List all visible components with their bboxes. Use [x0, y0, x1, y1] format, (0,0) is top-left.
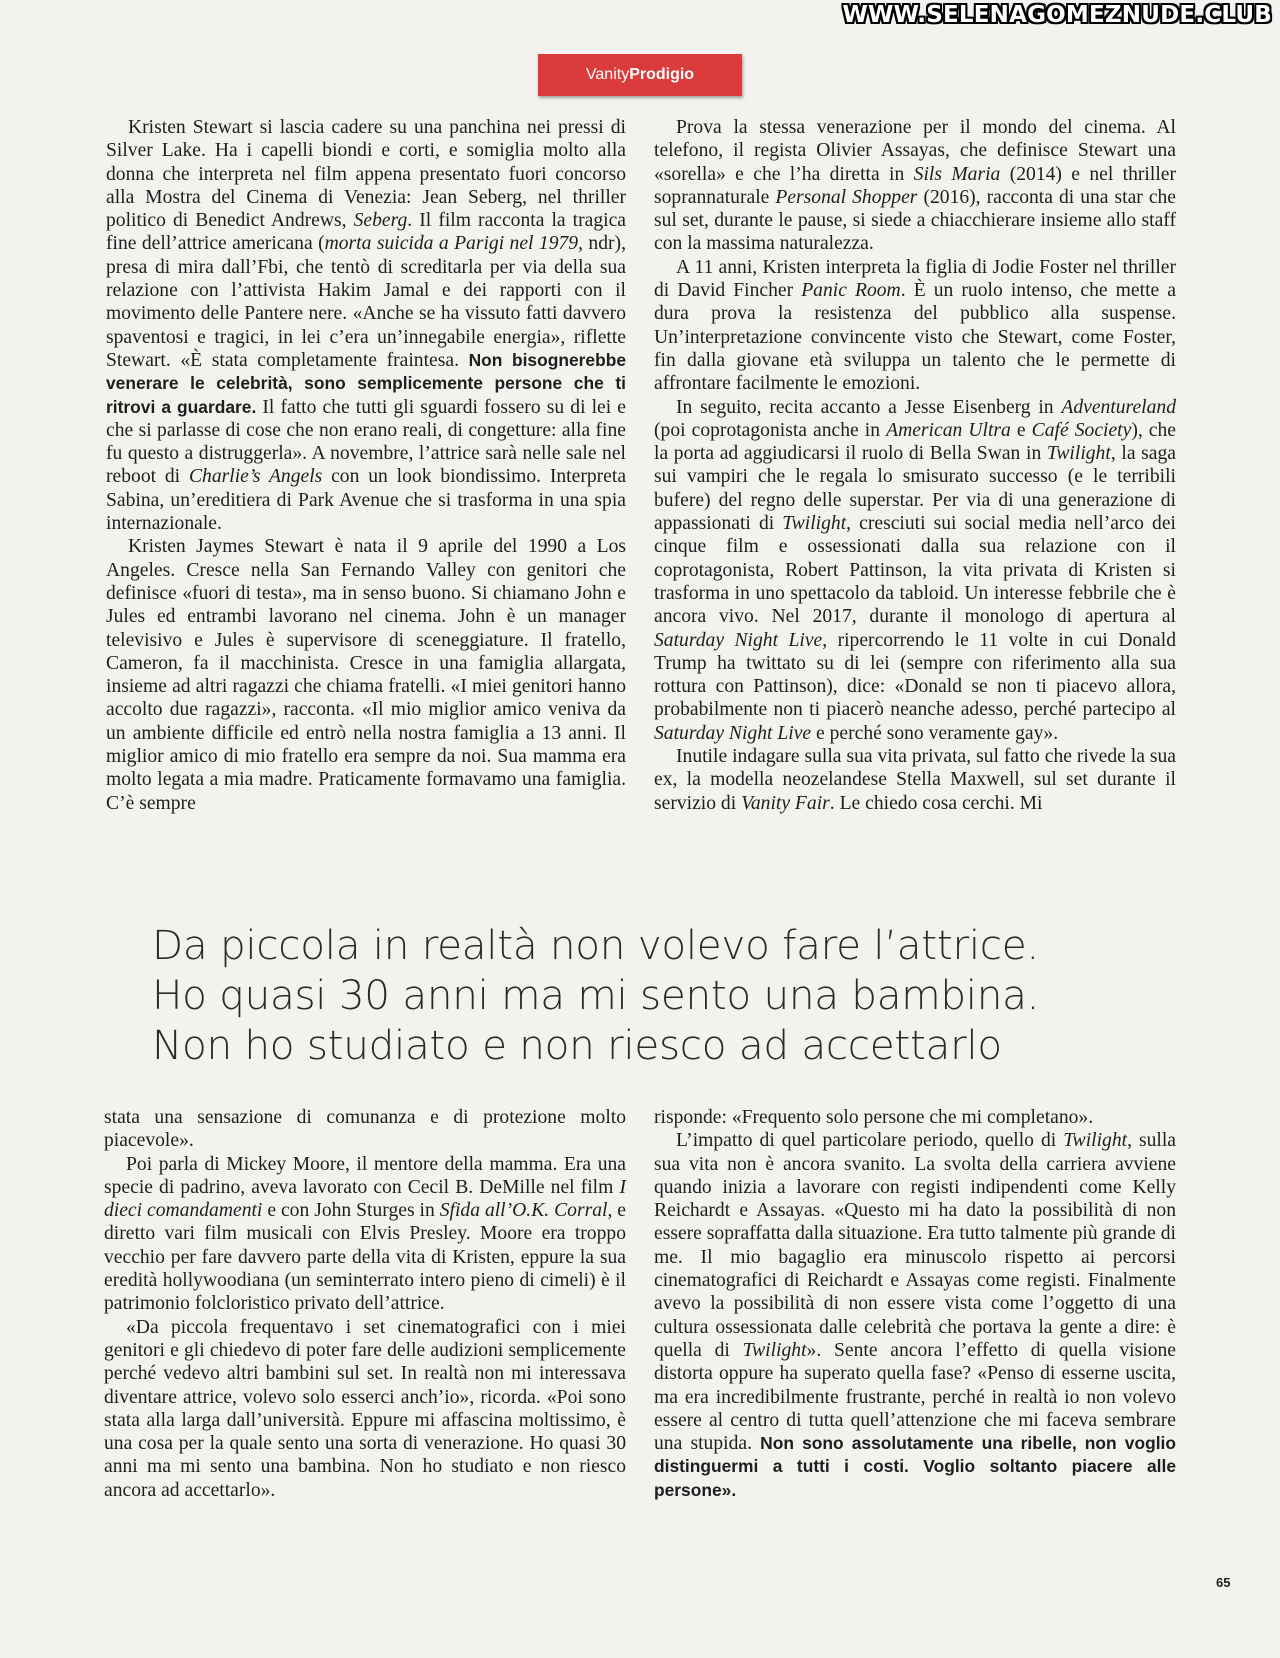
- paragraph: Kristen Jaymes Stewart è nata il 9 aprile del 1990 a Los Angeles. Cresce nella San Fernando Valley con genitori che definisce «fuori di testa», ma in senso buono. Si chiamano John e Jules ed entrambi lavorano nel cinema. John è un manager televisivo e Jules è supervisore di sceneggiature. Il fratello, Cameron, fa il macchinista. Cresce in una famiglia allargata, insieme ad altri ragazzi che chiama fratelli. «I miei genitori hanno accolto due ragazzi», racconta. «Il mio miglior amico veniva da un ambiente difficile ed entrò nella nostra famiglia a 13 anni. Il miglior amico di mio fratello era sempre da noi. Sua mamma era molto legata a mia madre. Praticamente formavamo una famiglia. C’è sempre: [106, 536, 626, 814]
- paragraph: A 11 anni, Kristen interpreta la figlia di Jodie Foster nel thriller di David Fincher Panic Room. È un ruolo intenso, che mette a dura prova la resistenza del pubblico alla suspense. Un’interpretazione convincente visto che Stewart, come Foster, fin dalla giovane età sviluppa un talento che le permette di affrontare facilmente le emozioni.: [654, 256, 1176, 395]
- pull-quote-line: Non ho studiato e non riesco ad accettarlo: [152, 1021, 1002, 1069]
- paragraph: «Da piccola frequentavo i set cinematografici con i miei genitori e gli chiedevo di poter fare delle audizioni semplicemente perché vedevo altri bambini sul set. In realtà non mi interessava diventare attrice, volevo solo esserci anch’io», ricorda. «Poi sono stata alla larga dall’università. Eppure mi affascina moltissimo, è una cosa per la quale sento una sorta di venerazione. Ho quasi 30 anni ma mi sento una bambina. Non ho studiato e non riesco ancora ad accettarlo».: [104, 1316, 626, 1501]
- pull-quote: [152, 920, 1232, 1070]
- highlight-quote: Non bisognerebbe venerare le celebrità, sono semplicemente persone che ti ritrovi a guardare.: [106, 349, 626, 417]
- section-tag: [538, 54, 742, 96]
- highlight-quote: Non sono assolutamente una ribelle, non voglio distinguermi a tutti i costi. Voglio soltanto piacere alle persone».: [654, 1433, 1176, 1500]
- paragraph: L’impatto di quel particolare periodo, quello di Twilight, sulla sua vita non è ancora svanito. La svolta della carriera avviene quando inizia a lavorare con registi indipendenti come Kelly Reichardt e Assayas. «Questo mi ha dato la possibilità di non essere sopraffatta dalla situazione. Era tutto talmente più grande di me. Il mio bagaglio era minuscolo rispetto ai percorsi cinematografici di Reichardt e Assayas come registi. Finalmente avevo la possibilità di non essere vista come l’oggetto di una cultura ossessionata dalle celebrità che portava la gente a dire: è quella di Twilight». Sente ancora l’effetto di quella visione distorta oppure ha superato quella fase? «Penso di esserne uscita, ma era incredibilmente frustrante, perché in realtà io non volevo essere al centro di tutta quell’attenzione che mi faceva sembrare una stupida. Non sono assolutamente una ribelle, non voglio distinguermi a tutti i costi. Voglio soltanto piacere alle persone».: [654, 1130, 1176, 1500]
- article-column-1: [106, 116, 626, 815]
- paragraph: Kristen Stewart si lascia cadere su una panchina nei pressi di Silver Lake. Ha i capelli biondi e corti, e somiglia molto alla donna che interpreta nel film appena presentato fuori concorso alla Mostra del Cinema di Venezia: Jean Seberg, nel thriller politico di Benedict Andrews, Seberg. Il film racconta la tragica fine dell’attrice americana (morta suicida a Parigi nel 1979, ndr), presa di mira dall’Fbi, che tentò di screditarla per via della sua relazione con l’attivista Hakim Jamal e dei rapporti con il movimento delle Pantere nere. «Anche se ha vissuto fatti davvero spaventosi e tragici, in lei c’era un’innegabile energia», riflette Stewart. «È stata completamente fraintesa. Non bisognerebbe venerare le celebrità, sono semplicemente persone che ti ritrovi a guardare. Il fatto che tutti gli sguardi fossero su di lei e che si parlasse di cose che non erano reali, di congetture: alla fine fu questo a distruggerla». A novembre, l’attrice sarà nelle sale nel reboot di Charlie’s Angels con un look biondissimo. Interpreta Sabina, un’ereditiera di Park Avenue che si trasforma in una spia internazionale.: [106, 117, 627, 535]
- article-column-4: [654, 1106, 1176, 1502]
- page-number: 65: [1216, 1575, 1231, 1590]
- paragraph: Inutile indagare sulla sua vita privata, sul fatto che rivede la sua ex, la modella neozelandese Stella Maxwell, sul set durante il servizio di Vanity Fair. Le chiedo cosa cerchi. Mi: [654, 746, 1176, 814]
- pull-quote-line: Ho quasi 30 anni ma mi sento una bambina.: [152, 971, 1040, 1019]
- article-column-3: [104, 1106, 626, 1502]
- paragraph: Prova la stessa venerazione per il mondo del cinema. Al telefono, il regista Olivier Assayas, che definisce Stewart una «sorella» e che l’ha diretta in Sils Maria (2014) e nel thriller soprannaturale Personal Shopper (2016), racconta di una star che sul set, durante le pause, si siede a chiacchierare insieme allo staff con la massima naturalezza.: [654, 117, 1177, 255]
- watermark: WWW.SELENAGOMEZNUDE.CLUB: [842, 2, 1272, 28]
- paragraph: stata una sensazione di comunanza e di protezione molto piacevole».: [104, 1107, 626, 1152]
- section-tag-light: Vanity: [585, 66, 630, 83]
- paragraph: risponde: «Frequento solo persone che mi completano».: [654, 1107, 1094, 1128]
- section-tag-bold: Prodigio: [629, 66, 695, 83]
- paragraph: Poi parla di Mickey Moore, il mentore della mamma. Era una specie di padrino, aveva lavorato con Cecil B. DeMille nel film I dieci comandamenti e con John Sturges in Sfida all’O.K. Corral, e diretto vari film musicali con Elvis Presley. Moore era troppo vecchio per fare davvero parte della vita di Kristen, eppure la sua eredità hollywoodiana (un seminterrato intero pieno di cimeli) è il patrimonio folcloristico privato dell’attrice.: [104, 1153, 627, 1315]
- paragraph: In seguito, recita accanto a Jesse Eisenberg in Adventureland (poi coprotagonista anche in American Ultra e Café Society), che la porta ad aggiudicarsi il ruolo di Bella Swan in Twilight, la saga sui vampiri che le regala lo smisurato successo (e le terribili bufere) del regno delle superstar. Per via di una generazione di appassionati di Twilight, cresciuti sui social media nell’arco dei cinque film e ossessionati dalla sua relazione con il coprotagonista, Robert Pattinson, la vita privata di Kristen si trasforma in uno spettacolo da tabloid. Un interesse febbrile che è ancora vivo. Nel 2017, durante il monologo di apertura al Saturday Night Live, ripercorrendo le 11 volte in cui Donald Trump ha twittato su di lei (sempre con riferimento alla sua rottura con Pattinson), dice: «Donald se non ti piacevo allora, probabilmente non ti piacerò neanche adesso, perché partecipo al Saturday Night Live e perché sono veramente gay».: [654, 396, 1176, 744]
- pull-quote-line: Da piccola in realtà non volevo fare l’attrice.: [152, 921, 1039, 969]
- article-column-2: [654, 116, 1176, 815]
